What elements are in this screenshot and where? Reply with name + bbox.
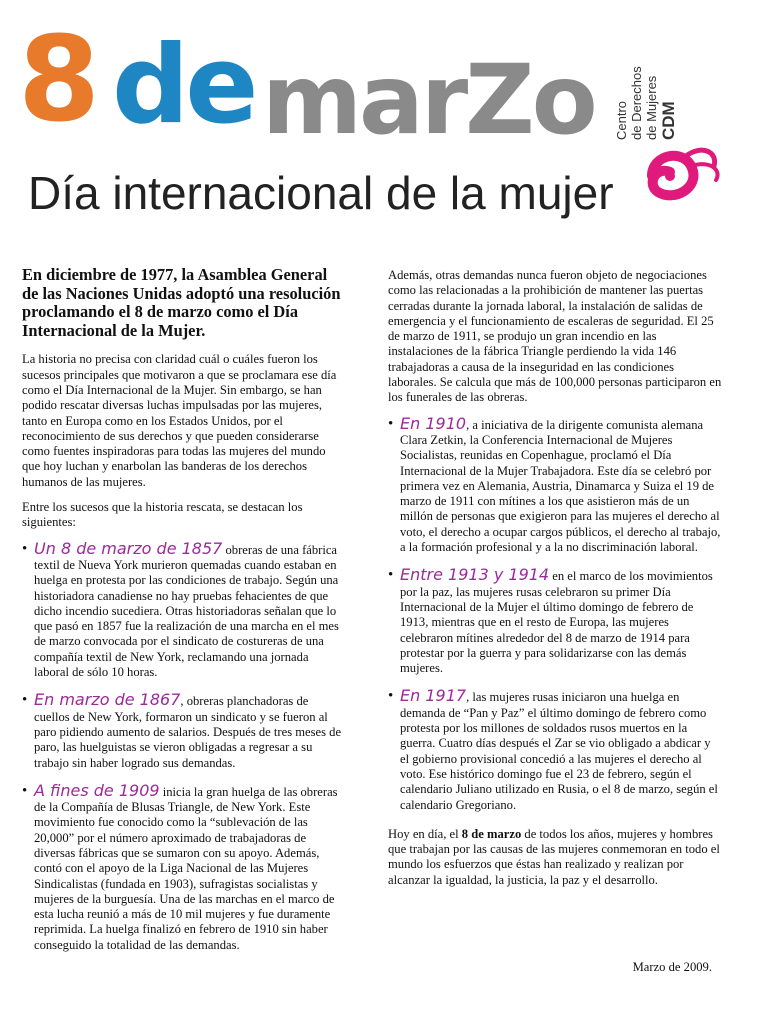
event-heading: Entre 1913 y 1914: [400, 565, 550, 585]
event-1867: [22, 692, 346, 770]
event-heading: En 1917: [400, 686, 467, 706]
left-column: [22, 266, 346, 965]
right-paragraph-1: Además, otras demandas nunca fueron objeto de negociaciones como las relacionadas a la prohibición de mantener las puertas cerradas durante la jornada laboral, la instalación de salidas de emergencia y el funcionamiento de escaleras de seguridad. El 25 de marzo de 1911, se produjo un gran incendio en las instalaciones de la fábrica Triangle perdiendo la vida 146 trabajadoras a causa de la inseguridad en las condiciones laborales. Se calcula que más de 100,000 personas participaron en los funerales de las obreras.: [388, 268, 722, 405]
event-1857: [22, 538, 346, 681]
event-text: , las mujeres rusas iniciaron una huelga en demanda de “Pan y Paz” el último domingo de febrero como protesta por los millones de soldados rusos muertos en la guerra. Cuatro días después el Zar se vio obligado a abdicar y el gobierno provisional concedió a las mujeres el derecho al voto. Ese histórico domingo fue el 23 de febrero, según el calendario Juliano utilizado en Rusia, o el 8 de marzo, según el calendario Gregoriano.: [400, 690, 718, 812]
logo-line-3: de Mujeres: [644, 75, 659, 140]
closing-bold: 8 de marzo: [461, 826, 522, 841]
left-paragraph-2: Entre los sucesos que la historia rescata, se destacan los siguientes:: [22, 500, 303, 530]
bullet-icon: •: [22, 692, 28, 709]
page-subtitle: Día internacional de la mujer: [28, 167, 614, 219]
right-column: [388, 268, 722, 898]
event-heading: Un 8 de marzo de 1857: [34, 538, 223, 558]
event-1909: [22, 780, 346, 953]
bullet-icon: •: [388, 415, 394, 432]
logo-line-4: CDM: [659, 101, 678, 140]
event-heading: En marzo de 1867: [34, 690, 181, 710]
event-text: , obreras planchadoras de cuellos de New York, formaron un sindicato y se fueron al paro pidiendo aumento de salarios. Después de tres meses de paro, las huelguistas se vieron obligadas a regresar a su trabajo sin haber logrado sus demandas.: [34, 694, 342, 770]
logo-spiral-icon: [622, 136, 732, 216]
bullet-icon: •: [22, 782, 28, 799]
event-text: , a iniciativa de la dirigente comunista alemana Clara Zetkin, la Conferencia Internacional de Mujeres Socialistas, reunidas en Copenhague, proclamó el Día Internacional de la Mujer Trabajadora. Este día se celebró por primera vez en Alemania, Austria, Dinamarca y Suiza el 19 de marzo de 1911 con mítines a los que asistieron más de un millón de personas que exigieron para las mujeres el derecho al voto, el derecho a ocupar cargos públicos, el derecho al trabajo, a la formación profesional y a la no discriminación laboral.: [400, 417, 721, 555]
event-1910: [388, 413, 722, 556]
bullet-icon: •: [388, 567, 394, 584]
title-eight: 8: [18, 10, 101, 148]
event-heading: A fines de 1909: [34, 780, 160, 800]
event-1917: [388, 688, 722, 812]
title-de: de: [112, 23, 255, 148]
event-text: inicia la gran huelga de las obreras de la Compañía de Blusas Triangle, de New York. Este movimiento fue conocido como la “sublevación de las 20,000” por el número aproximado de trabajadoras de diversas fábricas que se sumaron con su apoyo. Además, contó con el apoyo de la Liga Nacional de las Mujeres Sindicalistas (fundada en 1903), sufragistas socialistas y mujeres de la burguesía. Una de las marchas en el marco de esta lucha reunió a más de 10 mil mujeres y fue duramente reprimida. La huelga finalizó en febrero de 1910 sin haber conseguido la totalidad de las demandas.: [34, 784, 338, 952]
event-text: obreras de una fábrica textil de Nueva York murieron quemadas cuando estaban en huelga en protesta por las condiciones de trabajo. Según una historiadora canadiense no hay pruebas fehacientes de que dicho incendio sucediera. Otras historiadoras señalan que lo que pasó en 1857 fue la realización de una marcha en el mes de marzo convocada por el sindicato de costureras de una compañía textil de New York, reclamando una jornada laboral de sólo 10 horas.: [34, 542, 339, 680]
title-marzo: marZo: [262, 44, 595, 156]
cdm-logo: [612, 36, 742, 236]
left-paragraph-1: La historia no precisa con claridad cuál o cuáles fueron los sucesos principales que motivaron a que se proclamara ese día como el Día Internacional de la Mujer. Sin embargo, se han podido rescatar diversas luchas impulsadas por las mujeres, tanto en Europa como en los Estados Unidos, por el reconocimiento de sus derechos y que pueden considerarse como fuentes inspiradoras para todas las mujeres del mundo que hoy luchan y enarbolan las banderas de los derechos humanos de las mujeres.: [22, 352, 337, 489]
document-date: Marzo de 2009.: [632, 960, 712, 974]
bullet-icon: •: [22, 540, 28, 557]
logo-line-1: Centro: [614, 100, 629, 140]
logo-line-2: de Derechos: [629, 66, 644, 140]
event-text: en el marco de los movimientos por la paz, las mujeres rusas celebraron su primer Día Internacional de la Mujer el último domingo de febrero de 1913, mientras que en el resto de Europa, las mujeres celebraron mítines alrededor del 8 de marzo de 1914 para protestar por la guerra y para solidarizarse con las demás mujeres.: [400, 569, 713, 676]
closing-post: de todos los años, mujeres y hombres que trabajan por las causas de las mujeres conmemoran en todo el mundo los esfuerzos que éstas han realizado y realizan por alcanzar la igualdad, la justicia, la paz y el desarrollo.: [388, 826, 720, 887]
lead-paragraph: En diciembre de 1977, la Asamblea General de las Naciones Unidas adoptó una resolución proclamando el 8 de marzo como el Día Internacional de la Mujer.: [22, 265, 341, 340]
event-1913-1914: [388, 567, 722, 676]
event-heading: En 1910: [400, 413, 467, 433]
closing-paragraph: [388, 827, 722, 888]
logo-text: [612, 36, 676, 144]
closing-pre: Hoy en día, el: [388, 826, 462, 841]
bullet-icon: •: [388, 688, 394, 705]
